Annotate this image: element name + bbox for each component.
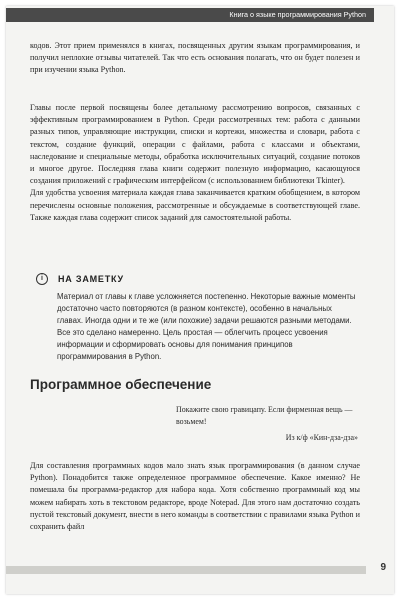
note-header [36,273,356,285]
section-heading: Программное обеспечение [30,377,212,392]
footer-bar [6,566,366,574]
paragraph-2b: Для удобства усвоения материала каждая глава заканчивается кратким обобщением, в котором перечислены основные положения, рассмотренные и обсуждаемые в соответствующей главе. Также каждая глава содержит список заданий для самостоятельной работы. [30,188,360,222]
paragraph-3: Для составления программных кодов мало знать язык программирования (в данном случае Python). Понадобится также определенное программное обеспечение. Какое именно? Не помешала бы программа-редактор для набора кода. Хотя собственно программный код мы можем набирать хоть в текстовом редакторе, вроде Notepad. Для этого нам достаточно создать пустой текстовый документ, внести в него команды в соответствии с правилами языка Python и сохранить файл [30,461,360,532]
page-number: 9 [380,562,386,573]
epigraph-quote: Покажите свою гравицапу. Если фирменная вещь — возьмем! [176,405,353,426]
running-header: Книга о языке программирования Python [6,8,374,22]
paragraph-2a: Главы после первой посвящены более детальному рассмотрению вопросов, связанных с эффективным программированием в Python. Среди рассмотренных тем: работа с данными разных типов, управляющие инструкции, списки и кортежи, множества и словари, работа с текстом, создание функций, операции с файлами, работа с классами и объектами, наследование и специальные методы, обработка исключительных ситуаций, создание потоков и многое другое. Последняя глава книги содержит полезную информацию, касающуюся создания приложений с графическим интерфейсом (с использованием библиотеки Tkinter). [30,103,360,186]
book-page [6,6,394,594]
paragraph-1: кодов. Этот прием применялся в книгах, посвященных другим языкам программирования, и получил неплохие отзывы читателей. Так что есть основания полагать, что он будет полезен и при изучении языка Python. [30,41,360,75]
info-icon: i [36,273,48,285]
note-block [36,273,356,363]
note-title: НА ЗАМЕТКУ [58,274,124,284]
epigraph-source: Из к/ф «Кин-дза-дза» [285,433,358,442]
note-text: Материал от главы к главе усложняется постепенно. Некоторые важные моменты достаточно часто повторяются (в разном контексте), особенно в начальных главах. Иногда одни и те же (или похожие) задачи решаются разными методами. Все это сделано намеренно. Цель простая — облегчить процесс усвоения информации и сформировать основы для понимания принципов программирования в Python. [57,292,356,361]
paragraph-2 [30,102,360,224]
